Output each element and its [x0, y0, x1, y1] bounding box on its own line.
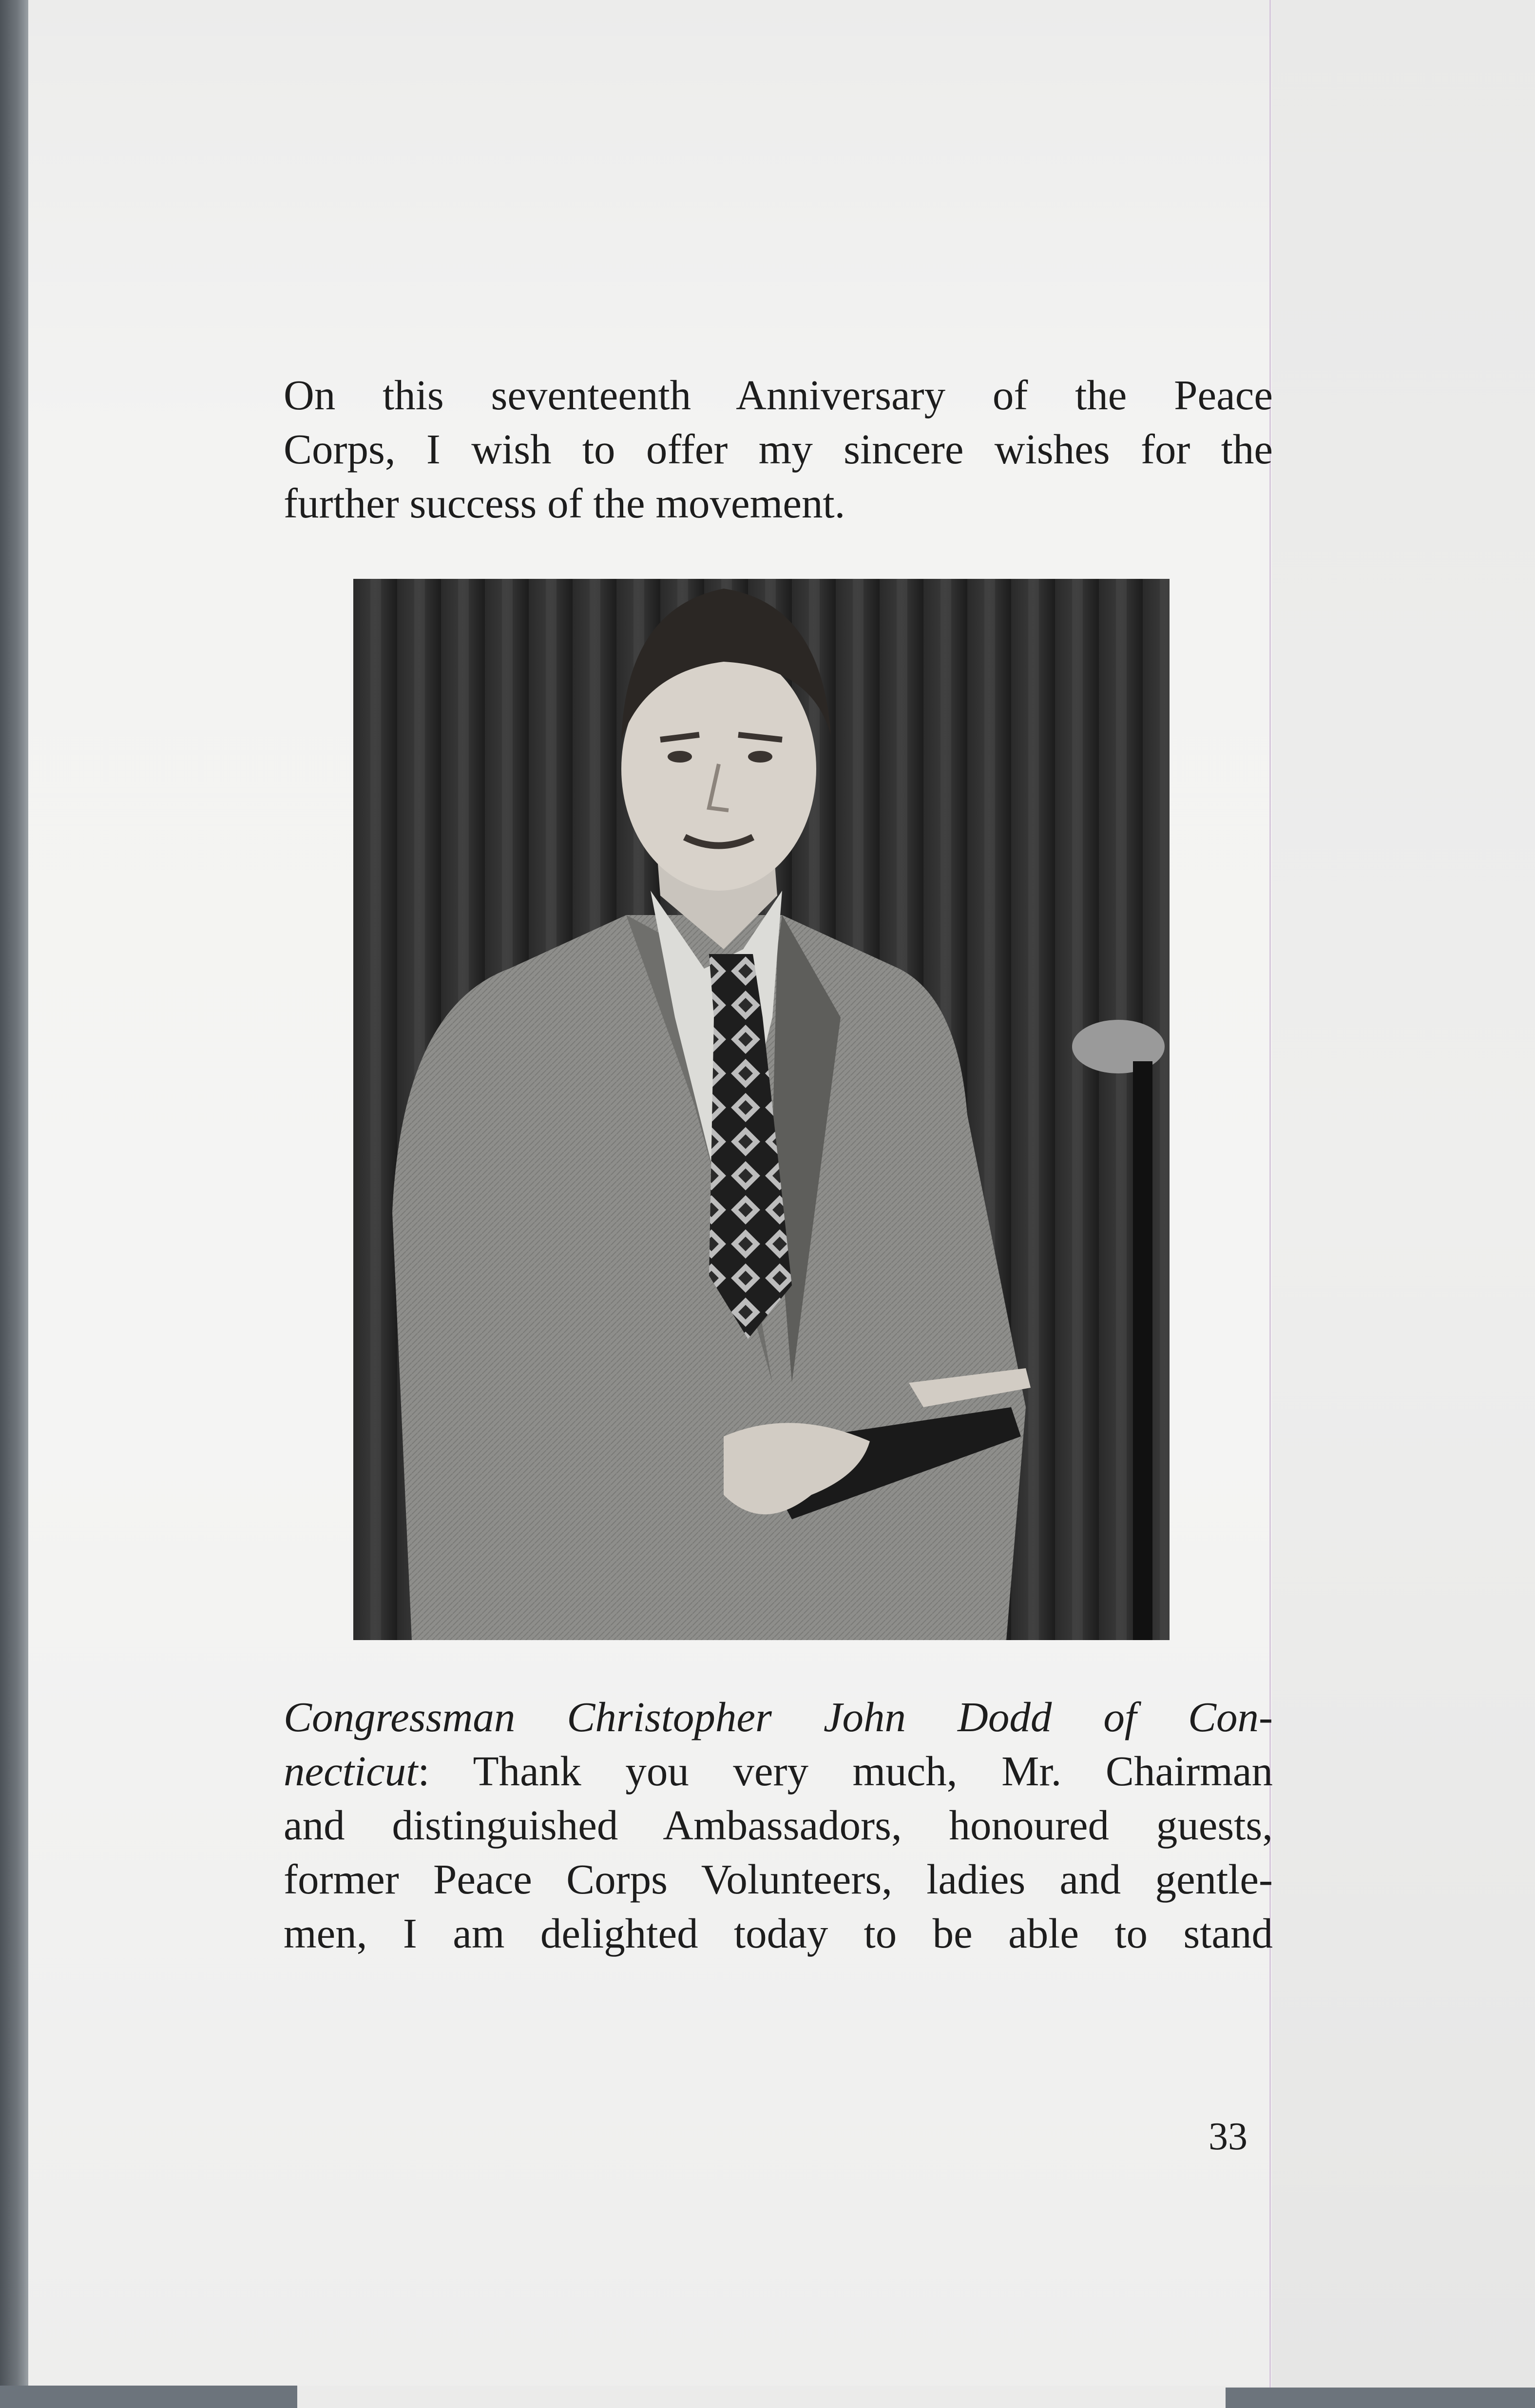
intro-paragraph [284, 368, 1273, 530]
speech-line: and distinguished Ambassadors, honoured guests, [284, 1801, 1273, 1849]
intro-line: Corps, I wish to offer my sincere wishes for the [284, 425, 1273, 473]
scan-edge-bottom-right [1226, 2388, 1535, 2408]
scan-edge-bottom-left [0, 2386, 297, 2408]
speaker-colon: : [418, 1747, 430, 1795]
speech-paragraph [284, 1690, 1273, 1960]
speaker-photo-illustration [353, 579, 1170, 1640]
intro-line: On this seventeenth Anniversary of the Peace [284, 371, 1273, 419]
speech-line [284, 1690, 1273, 1744]
speech-line: men, I am delighted today to be able to stand [284, 1910, 1273, 1957]
speech-line: former Peace Corps Volunteers, ladies and gentle- [284, 1855, 1273, 1903]
speaker-attribution-continued: necticut [284, 1747, 418, 1795]
page-margin-right [1272, 0, 1535, 2388]
speech-line [284, 1744, 1273, 1798]
page-number: 33 [1209, 2115, 1247, 2158]
speech-text: Thank you very much, Mr. Chairman [429, 1747, 1273, 1795]
speaker-photograph [353, 579, 1170, 1640]
intro-line: further success of the movement. [284, 479, 845, 527]
page-fold-line [1269, 0, 1271, 2388]
scan-edge-left [0, 0, 28, 2408]
speaker-attribution: Congressman Christopher John Dodd of Con- [284, 1693, 1273, 1740]
